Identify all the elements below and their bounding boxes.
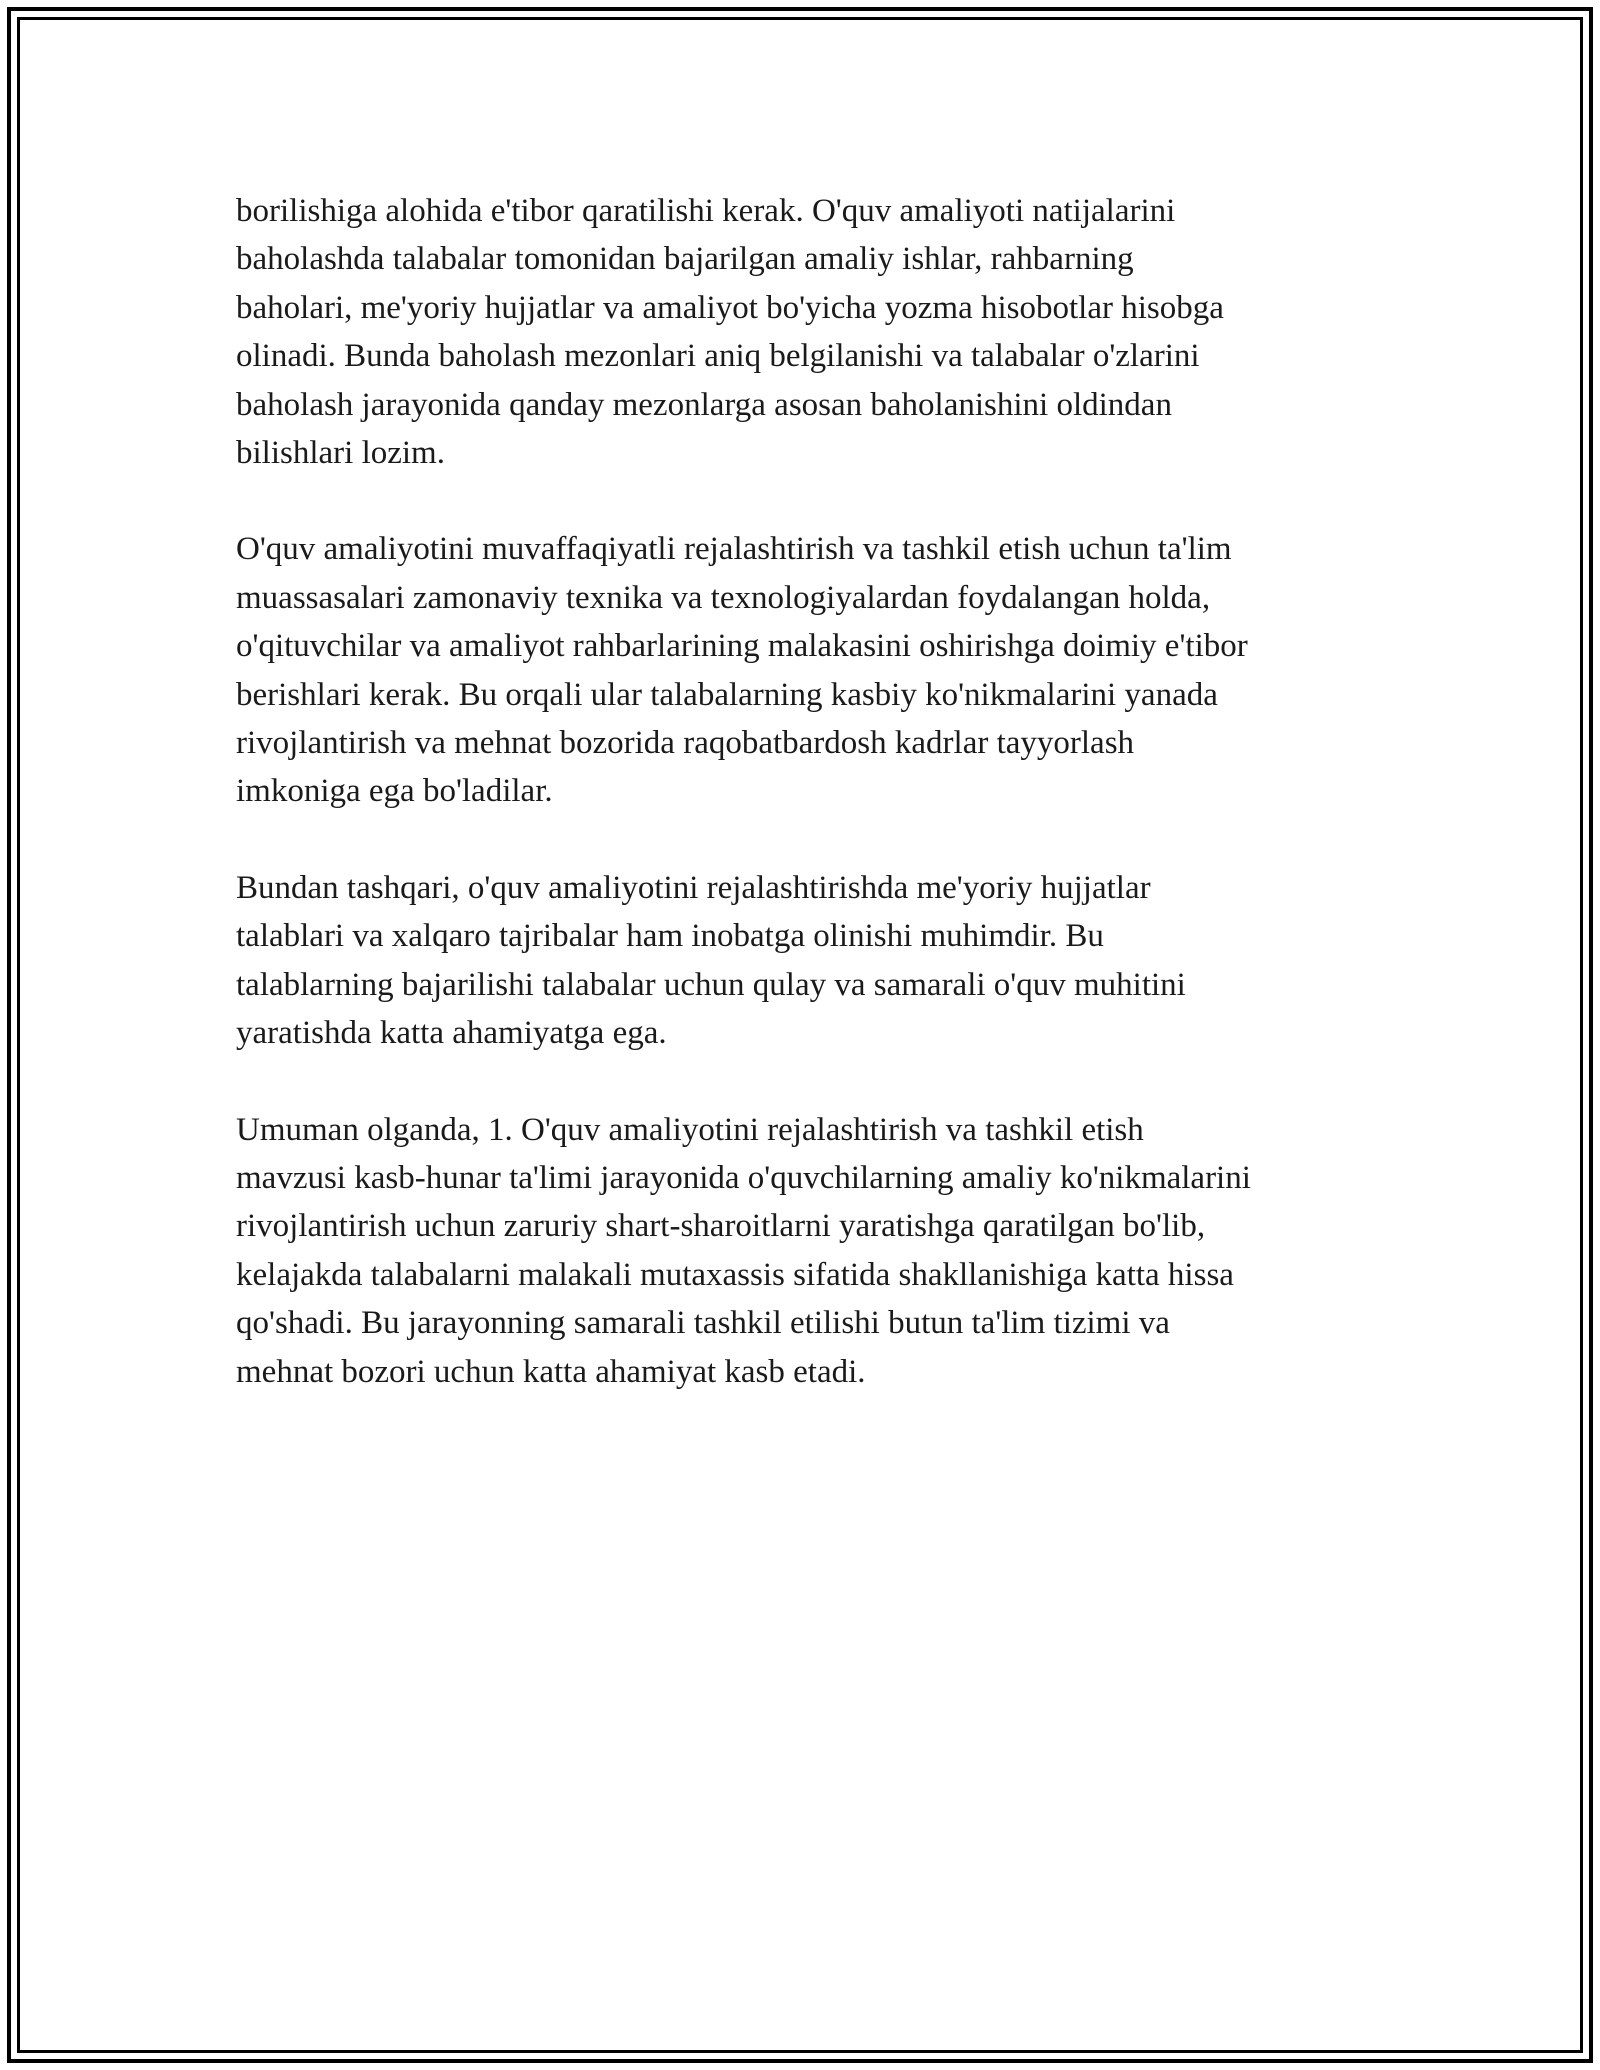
document-body <box>236 187 1376 1444</box>
text-line: rivojlantirish uchun zaruriy shart-sharoitlarni yaratishga qaratilgan bo'lib, <box>236 1208 1206 1245</box>
text-line: Umuman olganda, 1. O'quv amaliyotini rejalashtirish va tashkil etish <box>236 1111 1144 1148</box>
text-line: baholari, me'yoriy hujjatlar va amaliyot bo'yicha yozma hisobotlar hisobga <box>236 289 1224 326</box>
text-line: qo'shadi. Bu jarayonning samarali tashkil etilishi butun ta'lim tizimi va <box>236 1305 1170 1342</box>
text-line: muassasalari zamonaviy texnika va texnologiyalardan foydalangan holda, <box>236 579 1211 616</box>
text-line: mavzusi kasb-hunar ta'limi jarayonida o'quvchilarning amaliy ko'nikmalarini <box>236 1159 1251 1196</box>
text-line: yaratishda katta ahamiyatga ega. <box>236 1015 667 1052</box>
text-line: baholashda talabalar tomonidan bajarilgan amaliy ishlar, rahbarning <box>236 241 1134 278</box>
text-line: berishlari kerak. Bu orqali ular talabalarning kasbiy ko'nikmalarini yanada <box>236 676 1218 713</box>
paragraph-2 <box>236 525 1376 815</box>
text-line: Bundan tashqari, o'quv amaliyotini rejalashtirishda me'yoriy hujjatlar <box>236 869 1151 906</box>
paragraph-3 <box>236 864 1376 1058</box>
text-line: talablari va xalqaro tajribalar ham inobatga olinishi muhimdir. Bu <box>236 918 1104 955</box>
text-line: O'quv amaliyotini muvaffaqiyatli rejalashtirish va tashkil etish uchun ta'lim <box>236 531 1232 568</box>
text-line: talablarning bajarilishi talabalar uchun qulay va samarali o'quv muhitini <box>236 966 1186 1003</box>
text-line: baholash jarayonida qanday mezonlarga asosan baholanishini oldindan <box>236 386 1172 423</box>
text-line: bilishlari lozim. <box>236 435 445 472</box>
paragraph-1 <box>236 187 1376 477</box>
text-line: imkoniga ega bo'ladilar. <box>236 773 553 810</box>
text-line: rivojlantirish va mehnat bozorida raqobatbardosh kadrlar tayyorlash <box>236 725 1135 762</box>
text-line: o'qituvchilar va amaliyot rahbarlarining malakasini oshirishga doimiy e'tibor <box>236 628 1248 665</box>
text-line: olinadi. Bunda baholash mezonlari aniq belgilanishi va talabalar o'zlarini <box>236 338 1200 375</box>
text-line: kelajakda talabalarni malakali mutaxassis sifatida shakllanishiga katta hissa <box>236 1256 1234 1293</box>
text-line: borilishiga alohida e'tibor qaratilishi kerak. O'quv amaliyoti natijalarini <box>236 193 1176 229</box>
text-line: mehnat bozori uchun katta ahamiyat kasb etadi. <box>236 1353 866 1390</box>
paragraph-4 <box>236 1106 1376 1396</box>
